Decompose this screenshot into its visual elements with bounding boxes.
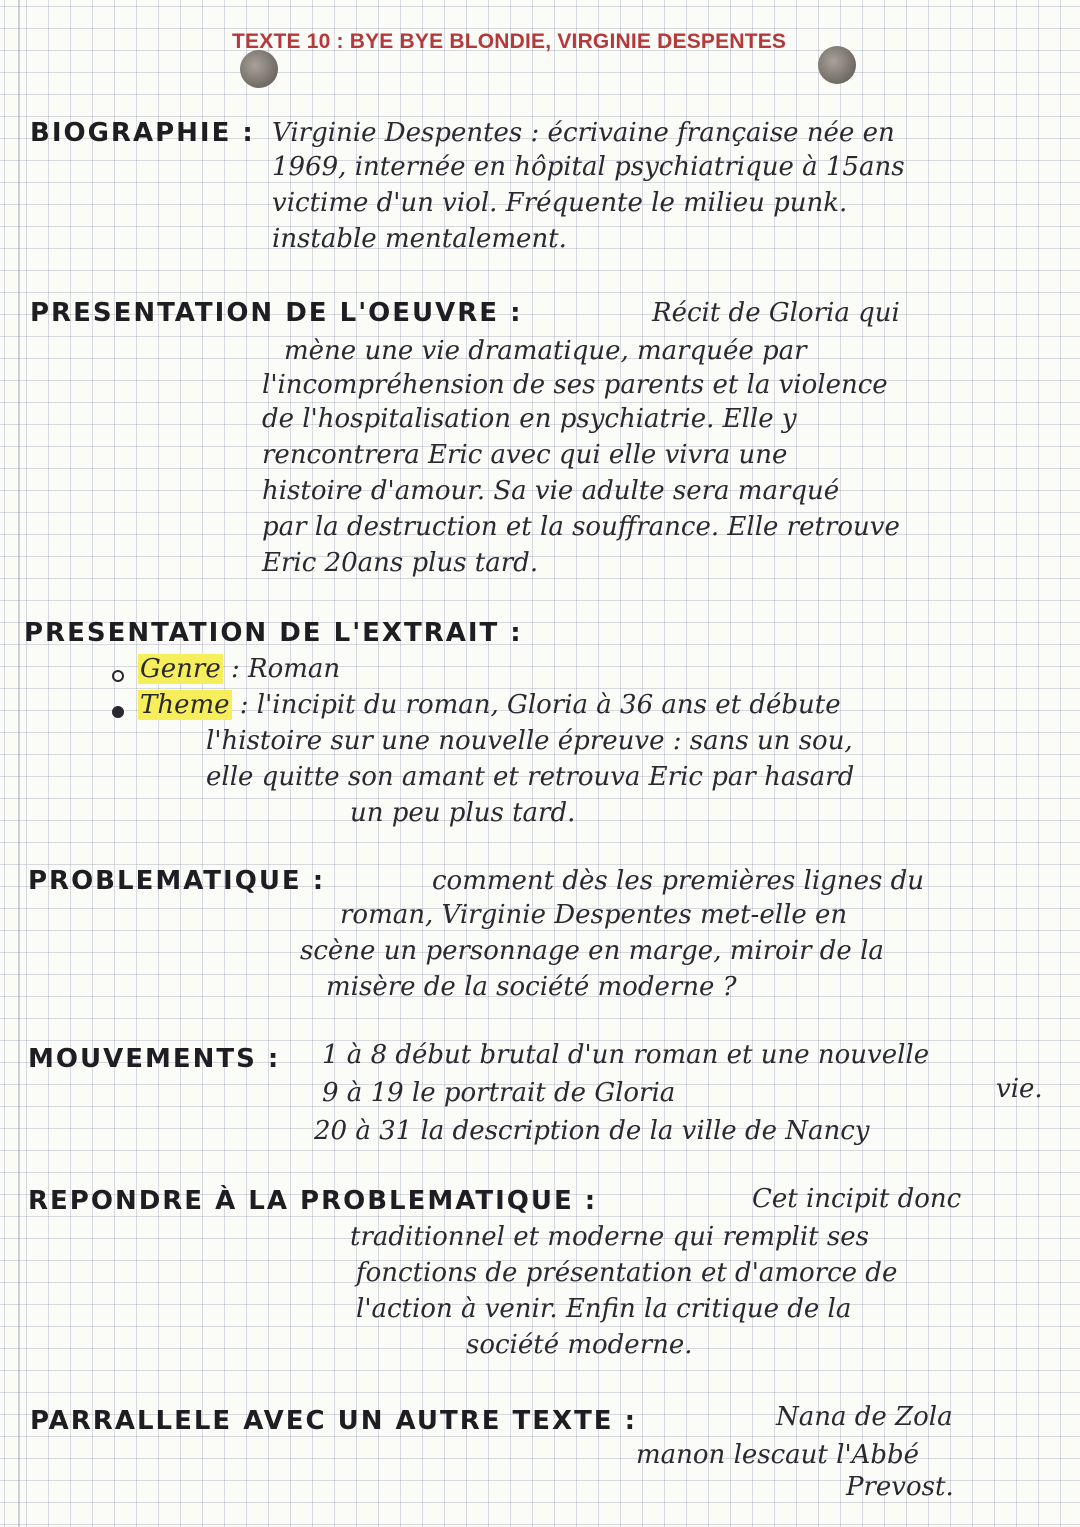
page-title: TEXTE 10 : BYE BYE BLONDIE, VIRGINIE DESPENTES <box>232 30 787 53</box>
genre-bullet <box>112 670 124 682</box>
oeuvre-line: de l'hospitalisation en psychiatrie. Elle y <box>262 404 797 434</box>
theme-bullet <box>112 706 124 718</box>
reponse-line: traditionnel et moderne qui remplit ses <box>350 1222 869 1252</box>
parallele-line: Nana de Zola <box>776 1402 953 1432</box>
margin-line <box>18 0 20 1527</box>
mouvements-line: 20 à 31 la description de la ville de Nancy <box>314 1116 870 1146</box>
mouvements-line: 9 à 19 le portrait de Gloria <box>322 1078 676 1108</box>
biographie-line: instable mentalement. <box>272 224 567 254</box>
parallele-line: manon lescaut l'Abbé <box>636 1440 920 1470</box>
reponse-line: Cet incipit donc <box>752 1184 962 1214</box>
problematique-heading: PROBLEMATIQUE : <box>28 866 326 896</box>
biographie-line: 1969, internée en hôpital psychiatrique à 15ans <box>272 152 905 182</box>
problematique-line: scène un personnage en marge, miroir de la <box>300 936 884 966</box>
genre-item <box>138 654 340 684</box>
problematique-line: misère de la société moderne ? <box>326 972 737 1002</box>
reponse-heading: REPONDRE À LA PROBLEMATIQUE : <box>28 1186 598 1216</box>
biographie-line: Virginie Despentes : écrivaine française née en <box>272 118 895 148</box>
reponse-line: l'action à venir. Enfin la critique de la <box>356 1294 852 1324</box>
oeuvre-line: l'incompréhension de ses parents et la violence <box>262 370 888 400</box>
binder-hole-left <box>240 50 278 88</box>
oeuvre-line: par la destruction et la souffrance. Elle retrouve <box>262 512 900 542</box>
genre-value: : Roman <box>230 654 341 684</box>
oeuvre-heading: PRESENTATION DE L'OEUVRE : <box>30 298 523 328</box>
theme-line: elle quitte son amant et retrouva Eric par hasard <box>206 762 855 792</box>
theme-item <box>138 690 841 720</box>
oeuvre-line: histoire d'amour. Sa vie adulte sera marqué <box>262 476 840 506</box>
parallele-line: Prevost. <box>846 1472 954 1502</box>
mouvements-line: 1 à 8 début brutal d'un roman et une nouvelle <box>322 1040 930 1070</box>
oeuvre-line: rencontrera Eric avec qui elle vivra une <box>262 440 788 470</box>
theme-line: l'histoire sur une nouvelle épreuve : sans un sou, <box>206 726 853 756</box>
oeuvre-line: Récit de Gloria qui <box>652 298 900 328</box>
problematique-line: roman, Virginie Despentes met-elle en <box>340 900 848 930</box>
parallele-heading: PARRALLELE AVEC UN AUTRE TEXTE : <box>30 1406 638 1436</box>
biographie-line: victime d'un viol. Fréquente le milieu punk. <box>272 188 848 218</box>
extrait-heading: PRESENTATION DE L'EXTRAIT : <box>24 618 523 648</box>
genre-label: Genre <box>140 654 221 684</box>
reponse-line: société moderne. <box>466 1330 693 1360</box>
problematique-line: comment dès les premières lignes du <box>432 866 924 896</box>
reponse-line: fonctions de présentation et d'amorce de <box>356 1258 898 1288</box>
theme-label: Theme <box>140 690 230 720</box>
binder-hole-right <box>818 46 856 84</box>
theme-line: : l'incipit du roman, Gloria à 36 ans et débute <box>239 690 841 720</box>
oeuvre-line: mène une vie dramatique, marquée par <box>284 336 807 366</box>
oeuvre-line: Eric 20ans plus tard. <box>262 548 539 578</box>
mouvements-line: vie. <box>996 1074 1043 1104</box>
biographie-heading: BIOGRAPHIE : <box>30 118 255 148</box>
theme-line: un peu plus tard. <box>350 798 576 828</box>
mouvements-heading: MOUVEMENTS : <box>28 1044 281 1074</box>
